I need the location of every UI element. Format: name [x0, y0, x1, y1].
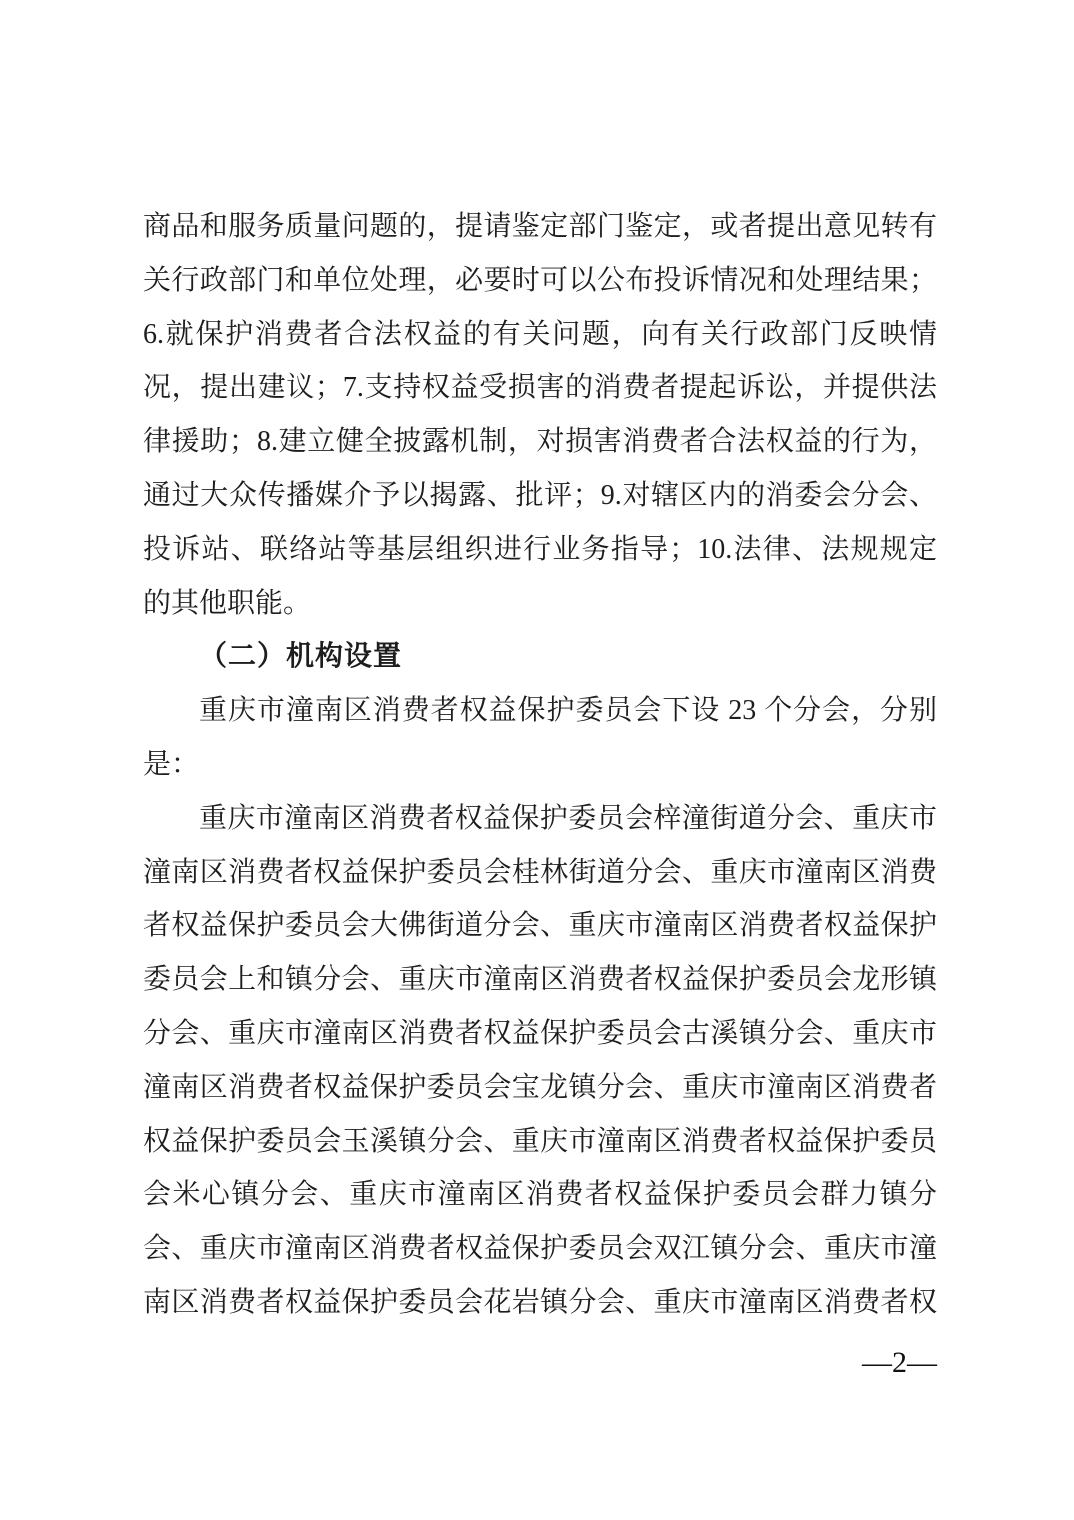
text-line: 通过大众传播媒介予以揭露、批评；9.对辖区内的消委会分会、	[143, 479, 937, 511]
text-line: 6.就保护消费者合法权益的有关问题，向有关行政部门反映情	[143, 318, 937, 350]
text-line: 重庆市潼南区消费者权益保护委员会梓潼街道分会、重庆市	[199, 802, 937, 834]
text-line: 者权益保护委员会大佛街道分会、重庆市潼南区消费者权益保护	[143, 910, 937, 942]
text-line: 是：	[143, 748, 200, 780]
text-line: 分会、重庆市潼南区消费者权益保护委员会古溪镇分会、重庆市	[143, 1017, 937, 1049]
document-body	[143, 200, 937, 1330]
text-line: 况，提出建议；7.支持权益受损害的消费者提起诉讼，并提供法	[143, 372, 937, 404]
text-line: 会、重庆市潼南区消费者权益保护委员会双江镇分会、重庆市潼	[143, 1233, 937, 1265]
text-line: 委员会上和镇分会、重庆市潼南区消费者权益保护委员会龙形镇	[143, 964, 937, 996]
text-line: 商品和服务质量问题的，提请鉴定部门鉴定，或者提出意见转有	[143, 211, 937, 242]
text-line: 会米心镇分会、重庆市潼南区消费者权益保护委员会群力镇分	[143, 1179, 937, 1211]
page-number: —2—	[862, 1346, 937, 1379]
text-line: 律援助；8.建立健全披露机制，对损害消费者合法权益的行为，	[143, 426, 937, 458]
text-line: 关行政部门和单位处理，必要时可以公布投诉情况和处理结果；	[143, 264, 937, 296]
text-line: 权益保护委员会玉溪镇分会、重庆市潼南区消费者权益保护委员	[143, 1125, 937, 1157]
text-line: 重庆市潼南区消费者权益保护委员会下设 23 个分会，分别	[199, 695, 937, 727]
text-line: 潼南区消费者权益保护委员会宝龙镇分会、重庆市潼南区消费者	[143, 1071, 937, 1103]
text-line: 南区消费者权益保护委员会花岩镇分会、重庆市潼南区消费者权	[143, 1286, 937, 1318]
text-line: 潼南区消费者权益保护委员会桂林街道分会、重庆市潼南区消费	[143, 856, 937, 888]
text-line: 的其他职能。	[143, 587, 312, 619]
text-line: 投诉站、联络站等基层组织进行业务指导；10.法律、法规规定	[143, 533, 937, 565]
section-heading: （二）机构设置	[199, 641, 403, 673]
